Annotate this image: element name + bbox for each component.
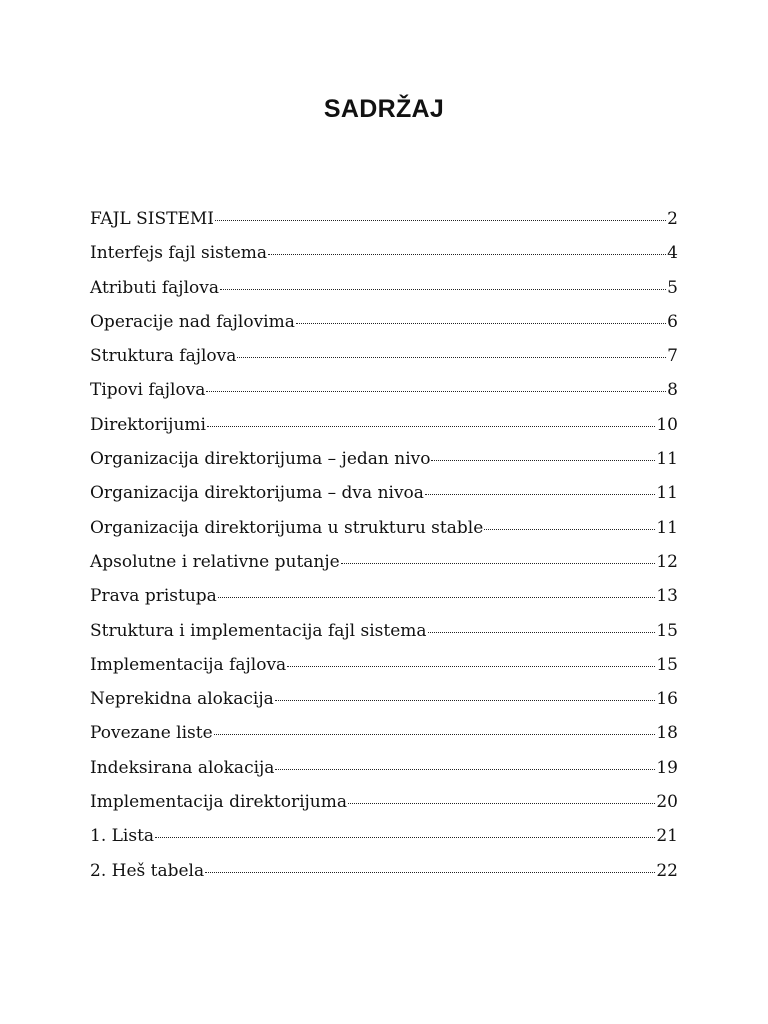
toc-entry-title: Implementacija direktorijuma (90, 792, 347, 813)
toc-entry-page-number: 18 (656, 723, 678, 744)
toc-entry-page-number: 7 (667, 346, 678, 367)
toc-entry-page-number: 21 (656, 826, 678, 847)
toc-entry-page-number: 15 (656, 620, 678, 641)
toc-entry[interactable] (90, 513, 678, 547)
toc-dot-leader (207, 425, 655, 427)
toc-entry[interactable] (90, 341, 678, 375)
toc-dot-leader (155, 836, 655, 838)
toc-entry[interactable] (90, 856, 678, 890)
page-title: SADRŽAJ (323, 95, 445, 123)
toc-entry[interactable] (90, 238, 678, 272)
toc-entry-page-number: 22 (656, 860, 678, 881)
toc-entry[interactable] (90, 478, 678, 512)
toc-entry[interactable] (90, 204, 678, 238)
toc-dot-leader (237, 356, 666, 358)
toc-entry-title: Neprekidna alokacija (90, 689, 274, 710)
toc-entry[interactable] (90, 821, 678, 855)
toc-entry-page-number: 6 (667, 311, 678, 332)
toc-entry-title: Indeksirana alokacija (90, 757, 275, 778)
toc-entry-page-number: 4 (667, 243, 678, 264)
toc-entry-page-number: 13 (656, 586, 678, 607)
toc-entry-title: Interfejs fajl sistema (90, 243, 268, 264)
toc-entry-title: Tipovi fajlova (90, 380, 206, 401)
toc-entry-title: 2. Heš tabela (90, 860, 205, 881)
toc-entry[interactable] (90, 581, 678, 615)
toc-entry-page-number: 10 (656, 414, 678, 435)
toc-entry-title: Apsolutne i relativne putanje (90, 551, 340, 572)
toc-entry-title: Organizacija direktorijuma – jedan nivo (90, 449, 431, 470)
toc-entry[interactable] (90, 718, 678, 752)
toc-entry-title: Struktura i implementacija fajl sistema (90, 620, 427, 641)
toc-entry-page-number: 19 (656, 757, 678, 778)
toc-entry-title: Implementacija fajlova (90, 654, 287, 675)
toc-entry[interactable] (90, 787, 678, 821)
toc-dot-leader (206, 390, 666, 392)
toc-dot-leader (268, 253, 666, 255)
toc-entry-page-number: 20 (656, 792, 678, 813)
toc-entry[interactable] (90, 650, 678, 684)
toc-entry-title: Atributi fajlova (90, 277, 219, 298)
toc-dot-leader (431, 459, 655, 461)
toc-dot-leader (348, 802, 655, 804)
toc-entry-page-number: 11 (656, 483, 678, 504)
toc-dot-leader (275, 699, 656, 701)
toc-entry[interactable] (90, 375, 678, 409)
toc-entry-title: Direktorijumi (90, 414, 206, 435)
toc-dot-leader (296, 322, 666, 324)
toc-dot-leader (484, 528, 655, 530)
toc-entry-title: Operacije nad fajlovima (90, 311, 295, 332)
toc-entry-page-number: 5 (667, 277, 678, 298)
toc-entry[interactable] (90, 410, 678, 444)
toc-dot-leader (425, 493, 655, 495)
toc-entry-title: Organizacija direktorijuma – dva nivoa (90, 483, 424, 504)
toc-entry[interactable] (90, 547, 678, 581)
toc-entry[interactable] (90, 753, 678, 787)
toc-entry-title: Organizacija direktorijuma u strukturu stable (90, 517, 484, 538)
toc-dot-leader (428, 631, 656, 633)
toc-entry-page-number: 15 (656, 654, 678, 675)
toc-dot-leader (214, 733, 656, 735)
toc-dot-leader (220, 288, 666, 290)
toc-entry-title: Struktura fajlova (90, 346, 237, 367)
toc-entry-page-number: 8 (667, 380, 678, 401)
toc-entry-page-number: 11 (656, 517, 678, 538)
toc-entry-title: 1. Lista (90, 826, 155, 847)
toc-entry-title: FAJL SISTEMI (90, 209, 214, 229)
toc-dot-leader (287, 665, 655, 667)
toc-entry[interactable] (90, 273, 678, 307)
toc-dot-leader (218, 596, 656, 598)
toc-entry-page-number: 2 (667, 209, 678, 229)
toc-entry-title: Prava pristupa (90, 586, 217, 607)
toc-entry[interactable] (90, 616, 678, 650)
toc-dot-leader (205, 871, 655, 873)
toc-entry-page-number: 12 (656, 551, 678, 572)
table-of-contents (90, 204, 678, 890)
toc-entry-page-number: 11 (656, 449, 678, 470)
toc-dot-leader (341, 562, 656, 564)
toc-entry-title: Povezane liste (90, 723, 213, 744)
toc-entry[interactable] (90, 684, 678, 718)
toc-entry[interactable] (90, 307, 678, 341)
toc-entry[interactable] (90, 444, 678, 478)
toc-entry-page-number: 16 (656, 689, 678, 710)
toc-dot-leader (215, 219, 666, 221)
toc-dot-leader (275, 768, 655, 770)
